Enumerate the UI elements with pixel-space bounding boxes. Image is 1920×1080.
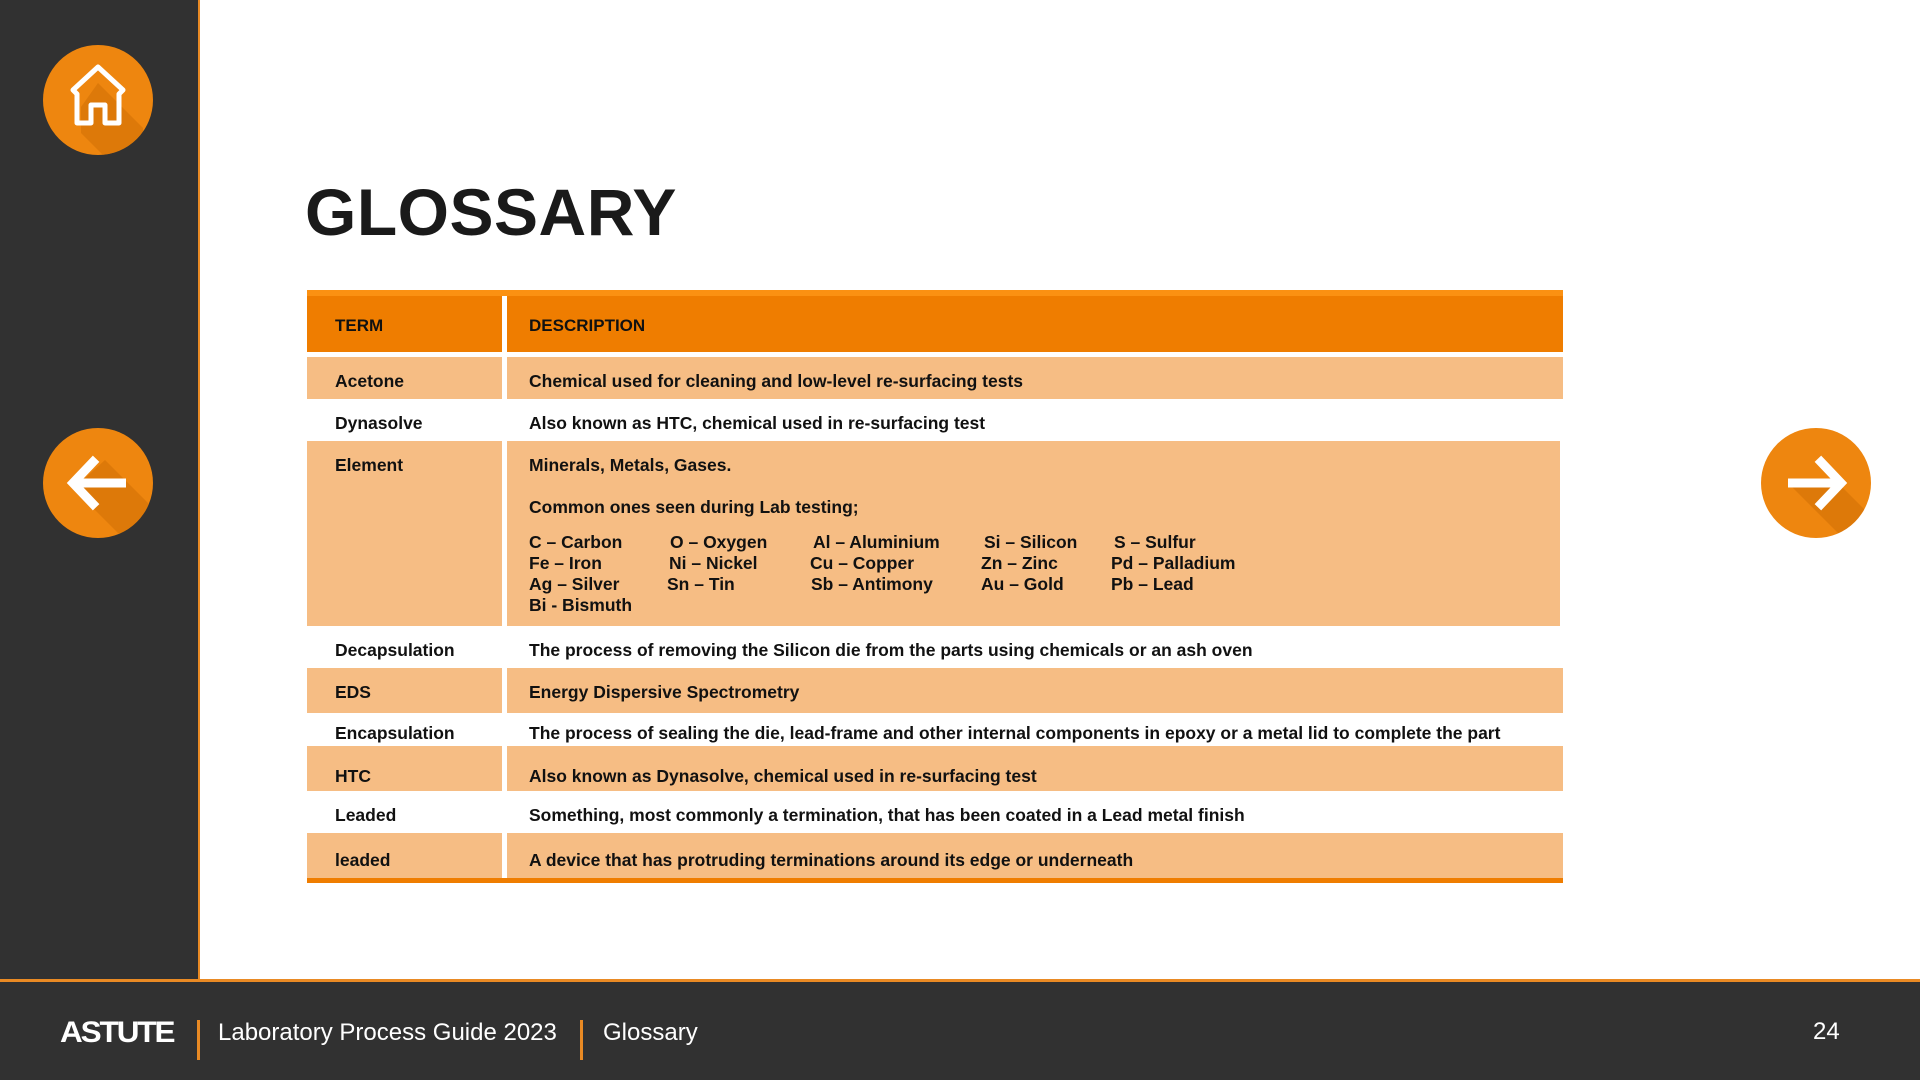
next-page-button[interactable] xyxy=(1761,428,1871,538)
home-icon xyxy=(43,45,153,155)
table-row xyxy=(307,713,1563,746)
description-cell: Also known as HTC, chemical used in re-surfacing test xyxy=(529,413,986,433)
table-row xyxy=(307,746,1563,791)
table-row xyxy=(307,357,1563,399)
element-item: Ag – Silver xyxy=(529,574,620,594)
element-item: Si – Silicon xyxy=(984,532,1078,552)
table-row xyxy=(307,791,1563,833)
arrow-right-icon xyxy=(1761,428,1871,538)
element-item: Fe – Iron xyxy=(529,553,602,573)
header-term: TERM xyxy=(307,296,502,352)
description-cell: A device that has protruding terminations around its edge or underneath xyxy=(507,833,1563,878)
element-item: Pb – Lead xyxy=(1111,574,1194,594)
term-cell: leaded xyxy=(307,833,502,878)
footer xyxy=(0,979,1920,1080)
glossary-table xyxy=(307,290,1563,883)
element-item: Cu – Copper xyxy=(810,553,915,573)
description-cell: The process of sealing the die, lead-frame and other internal components in epoxy or a metal lid to complete the part xyxy=(529,723,1501,743)
term-cell: Dynasolve xyxy=(335,413,423,433)
page-title: GLOSSARY xyxy=(305,175,677,249)
element-item: Zn – Zinc xyxy=(981,553,1058,573)
term-cell: Decapsulation xyxy=(335,640,455,660)
table-row xyxy=(307,833,1563,878)
astute-logo: ASTUTE xyxy=(60,1016,174,1049)
footer-divider xyxy=(580,1020,583,1060)
element-item: Sn – Tin xyxy=(667,574,735,594)
table-row xyxy=(307,626,1563,668)
table-row-element xyxy=(307,441,1563,626)
description-cell: Something, most commonly a termination, that has been coated in a Lead metal finish xyxy=(529,805,1245,825)
term-cell: Leaded xyxy=(335,805,397,825)
description-cell: Energy Dispersive Spectrometry xyxy=(507,668,1563,713)
element-intro: Common ones seen during Lab testing; xyxy=(529,497,859,517)
element-item: O – Oxygen xyxy=(670,532,768,552)
section-name: Glossary xyxy=(603,1019,698,1046)
term-cell: EDS xyxy=(307,668,502,713)
element-list xyxy=(529,532,1560,616)
element-item: Sb – Antimony xyxy=(811,574,933,594)
document-title: Laboratory Process Guide 2023 xyxy=(218,1019,557,1046)
description-cell: Chemical used for cleaning and low-level re-surfacing tests xyxy=(507,357,1563,399)
home-button[interactable] xyxy=(43,45,153,155)
term-cell: Acetone xyxy=(307,357,502,399)
element-item: Au – Gold xyxy=(981,574,1064,594)
element-item: Bi - Bismuth xyxy=(529,595,633,615)
previous-page-button[interactable] xyxy=(43,428,153,538)
page-number: 24 xyxy=(1813,1018,1840,1045)
term-cell: Element xyxy=(307,441,502,626)
element-summary: Minerals, Metals, Gases. xyxy=(529,455,732,475)
table-row xyxy=(307,399,1563,441)
term-cell: Encapsulation xyxy=(335,723,455,743)
table-header-row xyxy=(307,290,1563,352)
element-item: C – Carbon xyxy=(529,532,623,552)
description-cell xyxy=(507,441,1560,626)
table-bottom-rule xyxy=(307,878,1563,883)
description-cell: Also known as Dynasolve, chemical used in re-surfacing test xyxy=(507,746,1563,791)
element-item: S – Sulfur xyxy=(1114,532,1196,552)
header-description: DESCRIPTION xyxy=(507,296,1563,352)
description-cell: The process of removing the Silicon die from the parts using chemicals or an ash oven xyxy=(529,640,1253,660)
term-cell: HTC xyxy=(307,746,502,791)
element-item: Al – Aluminium xyxy=(813,532,940,552)
table-row xyxy=(307,668,1563,713)
element-item: Ni – Nickel xyxy=(669,553,758,573)
arrow-left-icon xyxy=(43,428,153,538)
footer-divider xyxy=(197,1020,200,1060)
element-item: Pd – Palladium xyxy=(1111,553,1236,573)
